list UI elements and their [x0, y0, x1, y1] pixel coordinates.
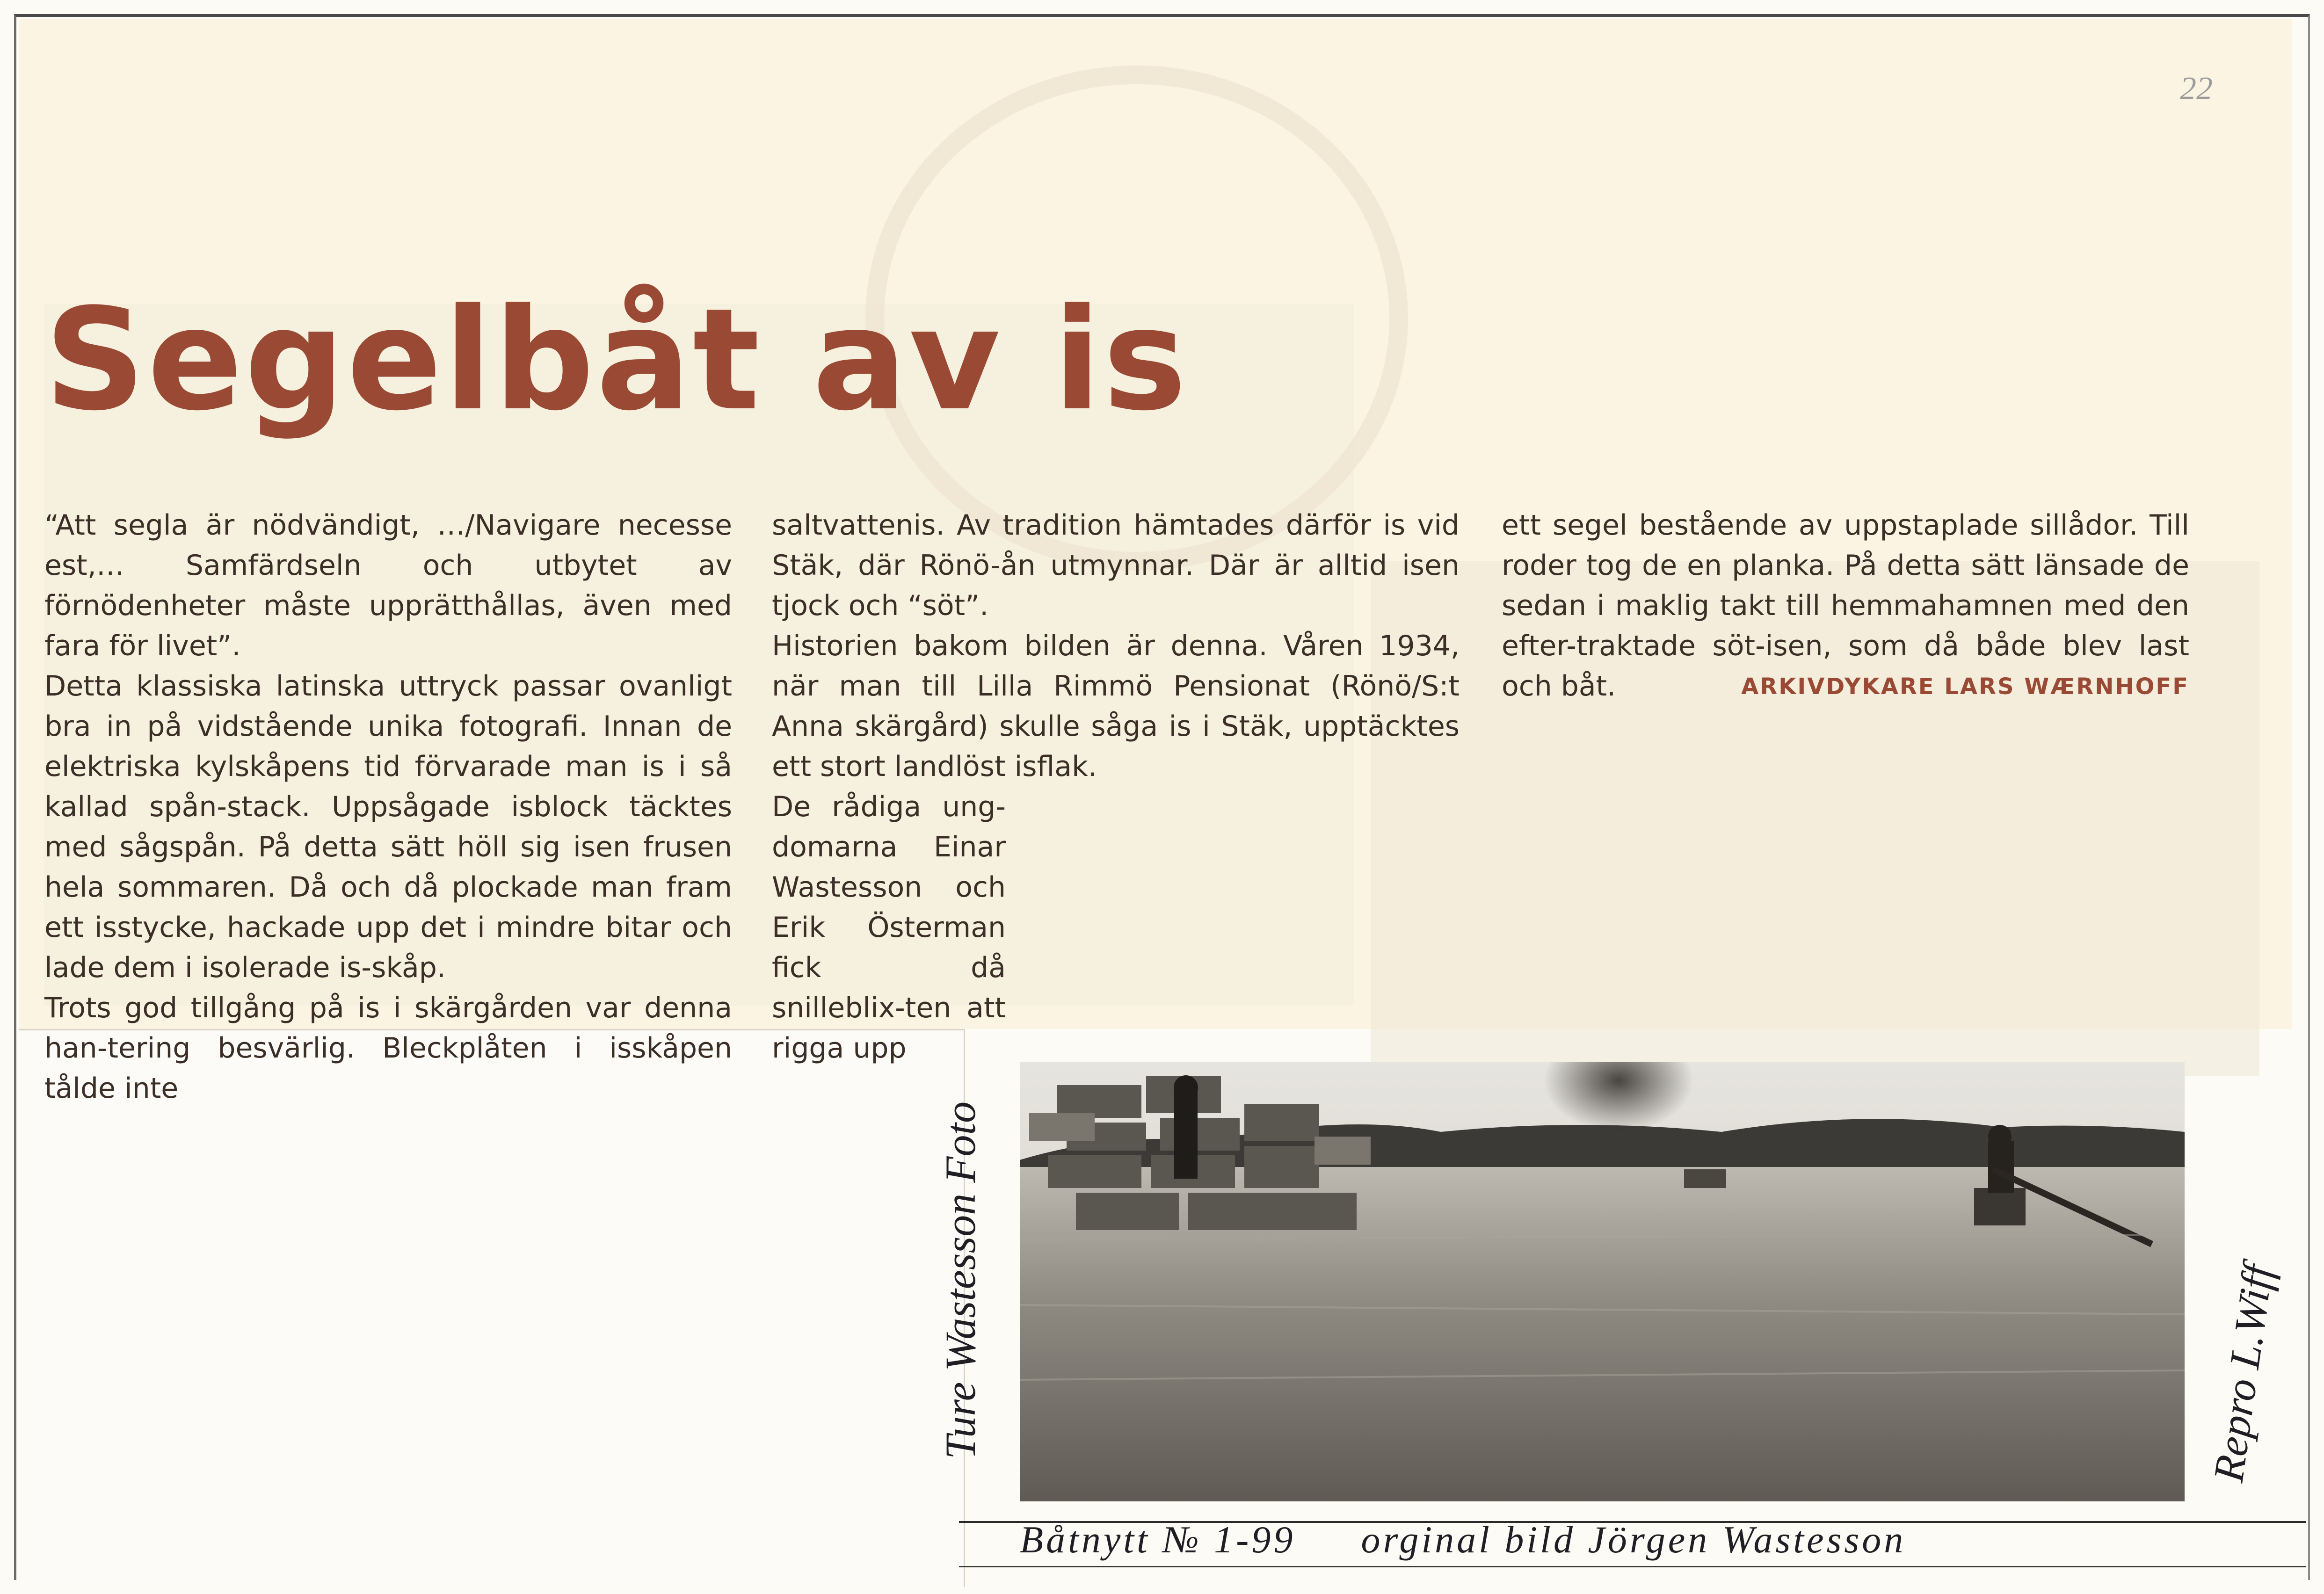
underline-rule — [959, 1566, 2306, 1567]
handwritten-source-note — [1020, 1518, 1971, 1562]
byline: ARKIVDYKARE LARS WÆRNHOFF — [1741, 674, 2189, 700]
paragraph: Historien bakom bilden är denna. Våren 1934, när man till Lilla Rimmö Pensionat (Rönö/S:t Anna skärgård) skulle såga is i Stäk, upptäcktes ett stort landlöst isflak. — [772, 630, 1460, 783]
handwritten-photographer-note: Ture Wastesson Foto — [937, 1101, 984, 1459]
paragraph: ett segel bestående av uppstaplade sillådor. Till roder tog de en planka. På detta sätt länsade de sedan i maklig takt till hemmahamnen med den efter-traktade söt-isen, som då både blev last och båt. — [1502, 509, 2189, 703]
article-headline: Segelbåt av is — [44, 278, 1189, 442]
article-column-1 — [44, 505, 732, 1109]
page-number: 22 — [2180, 71, 2213, 107]
handwritten-original-credit: orginal bild Jörgen Wastesson — [1361, 1518, 1906, 1561]
paragraph: Trots god tillgång på is i skärgården var denna han-tering besvärlig. Bleckplåten i isskåpen tålde inte — [44, 992, 732, 1105]
paragraph: saltvattenis. Av tradition hämtades därför is vid Stäk, där Rönö-ån utmynnar. Där är alltid isen tjock och “söt”. — [772, 509, 1460, 622]
handwritten-repro-note: Repro L.Wiff — [2204, 1261, 2282, 1485]
paragraph: De rådiga ung-domarna Einar Wastesson och Erik Österman fick då snilleblix-ten att rigga upp — [772, 790, 1006, 1065]
paragraph: Detta klassiska latinska uttryck passar ovanligt bra in på vidstående unika fotografi. Innan de elektriska kylskåpens tid förvarade man is i så kallad spån-stack. Uppsågade isblock täcktes med sågspån. På detta sätt höll sig isen frusen hela sommaren. Då och då plockade man fram ett isstycke, hackade upp det i mindre bitar och lade dem i isolerade is-skåp. — [44, 670, 732, 984]
article-column-2 — [772, 505, 1460, 1068]
photo-illustration — [1020, 1062, 2185, 1501]
handwritten-publication: Båtnytt № 1-99 — [1020, 1518, 1296, 1561]
ice-boat-photo — [1020, 1062, 2185, 1501]
paragraph: “Att segla är nödvändigt, …/Navigare necesse est,… Samfärdseln och utbytet av förnödenheter måste upprätthållas, även med fara för livet”. — [44, 509, 732, 662]
paper-sheet — [19, 1029, 965, 1587]
